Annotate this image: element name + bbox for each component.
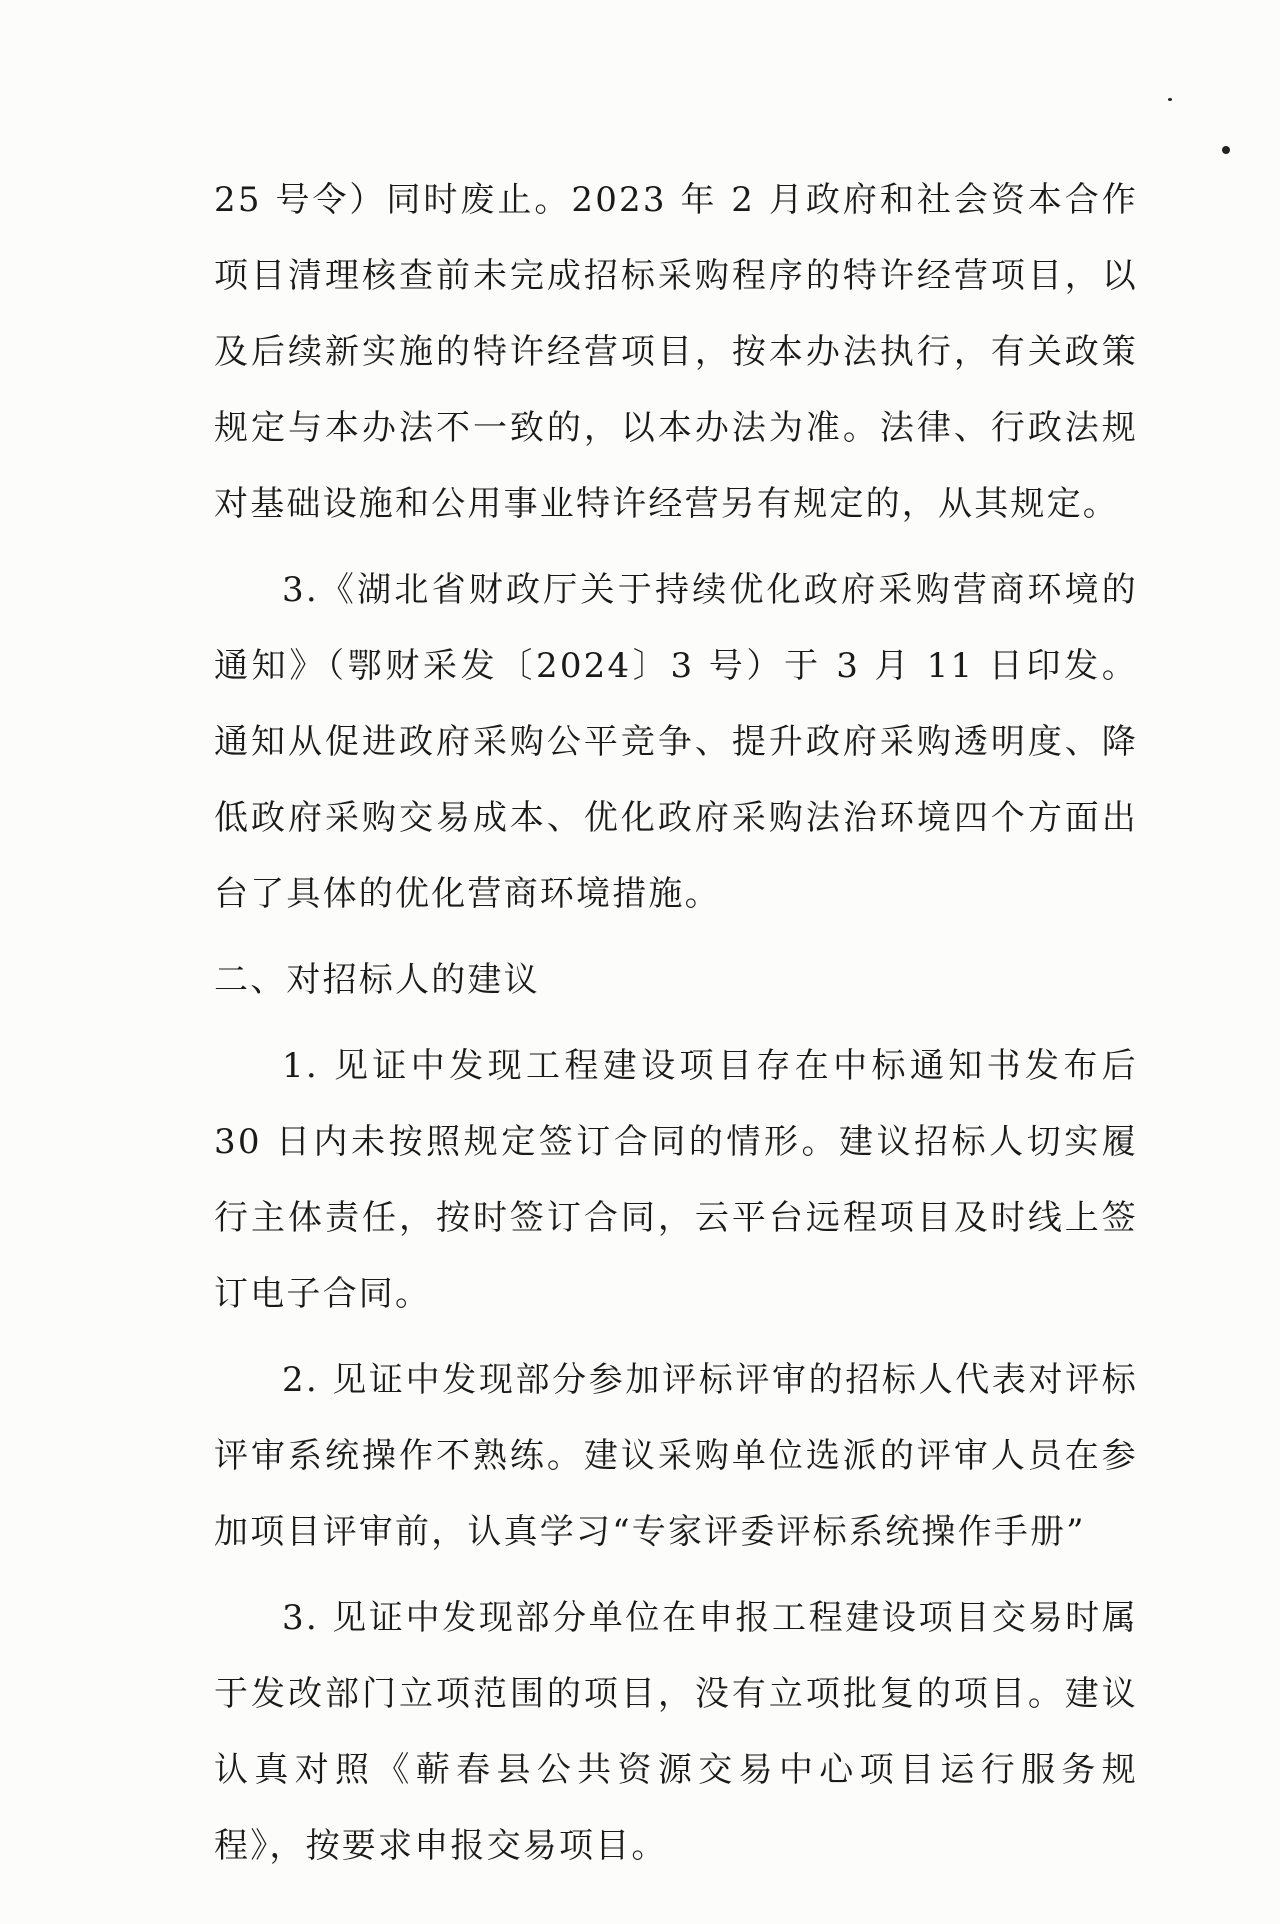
suggestion-2: 2. 见证中发现部分参加评标评审的招标人代表对评标评审系统操作不熟练。建议采购单位选派的评审人员在参加项目评审前，认真学习“专家评委评标系统操作手册”	[214, 1360, 1138, 1552]
scan-speck	[1168, 98, 1172, 101]
paragraph-policy-3: 3.《湖北省财政厅关于持续优化政府采购营商环境的通知》（鄂财采发〔2024〕3 号）于 3 月 11 日印发。通知从促进政府采购公平竞争、提升政府采购透明度、降低政府采购交易成本、优化政府采购法治环境四个方面出台了具体的优化营商环境措施。	[214, 570, 1138, 914]
suggestion-1: 1. 见证中发现工程建设项目存在中标通知书发布后 30 日内未按照规定签订合同的情形。建议招标人切实履行主体责任，按时签订合同，云平台远程项目及时线上签订电子合同。	[214, 1046, 1138, 1314]
suggestion-3: 3. 见证中发现部分单位在申报工程建设项目交易时属于发改部门立项范围的项目，没有立项批复的项目。建议认真对照《蕲春县公共资源交易中心项目运行服务规程》，按要求申报交易项目。	[214, 1598, 1138, 1866]
document-body	[214, 162, 1138, 1894]
paragraph-continuation: 25 号令）同时废止。2023 年 2 月政府和社会资本合作项目清理核查前未完成招标采购程序的特许经营项目，以及后续新实施的特许经营项目，按本办法执行，有关政策规定与本办法不一致的，以本办法为准。法律、行政法规对基础设施和公用事业特许经营另有规定的，从其规定。	[214, 180, 1138, 524]
section-heading: 二、对招标人的建议	[214, 960, 540, 1000]
scan-speck	[1222, 146, 1230, 154]
